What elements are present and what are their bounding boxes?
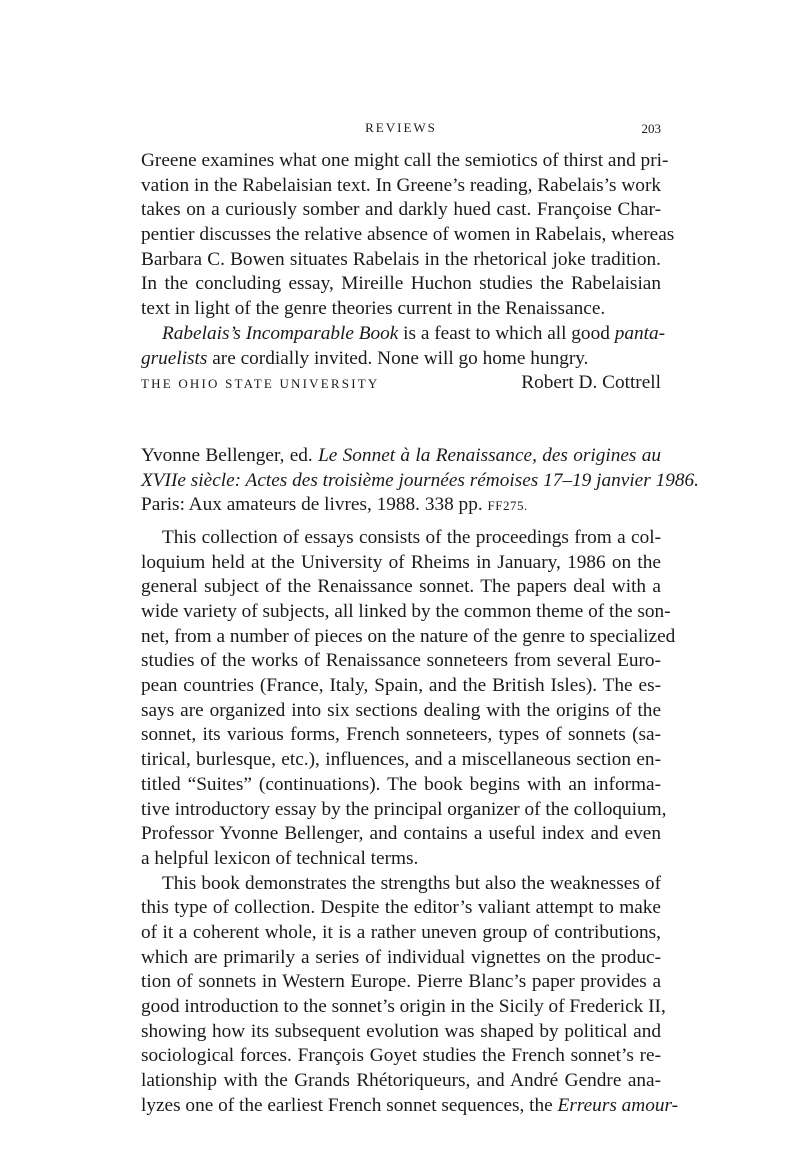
book-citation	[141, 444, 699, 518]
text-line: In the concluding essay, Mireille Huchon studies the Rabelaisian	[141, 273, 661, 295]
journal-page	[141, 118, 699, 1118]
text-line: general subject of the Renaissance sonnet. The papers deal with a	[141, 576, 661, 598]
text-line: lyzes one of the earliest French sonnet sequences, the Erreurs amour-	[141, 1094, 679, 1116]
text-line: tion of sonnets in Western Europe. Pierre Blanc’s paper provides a	[141, 971, 661, 993]
text-line: showing how its subsequent evolution was shaped by political and	[141, 1020, 661, 1042]
text-line: good introduction to the sonnet’s origin in the Sicily of Frederick II,	[141, 996, 666, 1017]
previous-review-conclusion	[141, 149, 675, 396]
text-line: sociological forces. François Goyet studies the French sonnet’s re-	[141, 1045, 661, 1067]
work-title: Erreurs amour-	[557, 1094, 679, 1116]
text-line: tive introductory essay by the principal organizer of the colloquium,	[141, 798, 667, 820]
citation-line	[141, 444, 661, 469]
citation-title: Le Sonnet à la Renaissance, des origines au	[318, 444, 661, 466]
text-line: gruelists are cordially invited. None will go home hungry.	[141, 347, 589, 369]
text-line: Professor Yvonne Bellenger, and contains a useful index and even	[141, 823, 661, 845]
text-line: which are primarily a series of individual vignettes on the produc-	[141, 946, 661, 968]
text-line: lationship with the Grands Rhétoriqueurs, and André Gendre ana-	[141, 1070, 661, 1092]
citation-line	[141, 493, 661, 518]
running-head	[141, 118, 661, 140]
citation-publisher: Paris: Aux amateurs de livres, 1988. 338 pp.	[141, 494, 488, 516]
citation-line: XVIIe siècle: Actes des troisième journées rémoises 17–19 janvier 1986.	[141, 469, 699, 491]
page-number: 203	[641, 121, 661, 136]
text-line: pean countries (France, Italy, Spain, and the British Isles). The es-	[141, 675, 661, 697]
text-line: takes on a curiously somber and darkly hued cast. Françoise Char-	[141, 199, 661, 221]
text-line: vation in the Rabelaisian text. In Greene’s reading, Rabelais’s work	[141, 174, 661, 196]
text-line: titled “Suites” (continuations). The book begins with an informa-	[141, 773, 661, 795]
text-line: Barbara C. Bowen situates Rabelais in the rhetorical joke tradition.	[141, 248, 661, 270]
review-signature	[141, 371, 661, 396]
text-line: studies of the works of Renaissance sonneteers from several Euro-	[141, 650, 661, 672]
text-line: text in light of the genre theories current in the Renaissance.	[141, 298, 606, 320]
reviewer-name: Robert D. Cottrell	[521, 372, 661, 394]
book-title: Rabelais’s Incomparable Book	[162, 322, 399, 344]
text-line: This book demonstrates the strengths but also the weaknesses of	[162, 872, 661, 894]
text-line: says are organized into six sections dealing with the origins of the	[141, 699, 661, 721]
citation-price: FF275.	[487, 498, 528, 514]
citation-author: Yvonne Bellenger, ed.	[141, 444, 319, 466]
review-body	[141, 526, 679, 1119]
running-title: REVIEWS	[365, 120, 437, 135]
text-line: tirical, burlesque, etc.), influences, and a miscellaneous section en-	[141, 749, 661, 771]
text-line: net, from a number of pieces on the nature of the genre to specialized	[141, 625, 676, 647]
text-line: sonnet, its various forms, French sonneteers, types of sonnets (sa-	[141, 724, 661, 746]
text-line: a helpful lexicon of technical terms.	[141, 847, 419, 869]
text-line: Rabelais’s Incomparable Book is a feast to which all good panta-	[162, 322, 666, 344]
text-line: Greene examines what one might call the semiotics of thirst and pri-	[141, 150, 669, 171]
text-line: of it a coherent whole, it is a rather uneven group of contributions,	[141, 921, 661, 943]
text-line: this type of collection. Despite the editor’s valiant attempt to make	[141, 897, 661, 919]
text-line: This collection of essays consists of the proceedings from a col-	[162, 526, 661, 548]
text-line: loquium held at the University of Rheims in January, 1986 on the	[141, 551, 661, 573]
text-line: wide variety of subjects, all linked by the common theme of the son-	[141, 601, 671, 622]
text-line: pentier discusses the relative absence of women in Rabelais, whereas	[141, 224, 675, 246]
reviewer-affiliation: THE OHIO STATE UNIVERSITY	[141, 376, 380, 392]
